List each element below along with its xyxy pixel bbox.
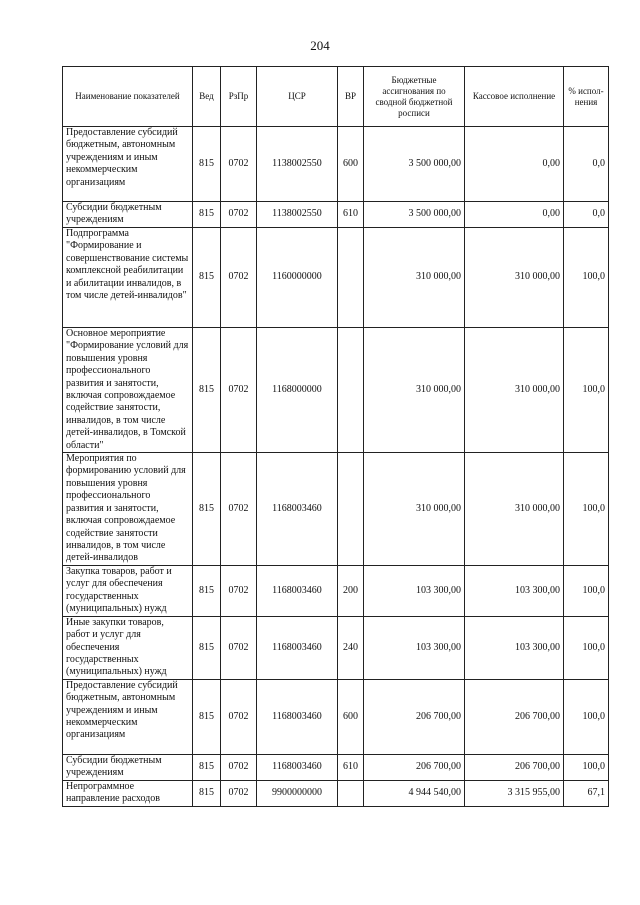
header-percent: % испол-нения	[564, 67, 609, 127]
cell-rzpr: 0702	[221, 616, 257, 679]
header-vr: ВР	[338, 67, 364, 127]
cell-ved: 815	[193, 328, 221, 453]
cell-rzpr: 0702	[221, 127, 257, 202]
cell-vr: 610	[338, 754, 364, 780]
cell-cash: 206 700,00	[465, 754, 564, 780]
cell-ved: 815	[193, 453, 221, 566]
cell-ved: 815	[193, 127, 221, 202]
cell-csr: 1168003460	[257, 566, 338, 617]
cell-vr	[338, 228, 364, 328]
cell-ved: 815	[193, 754, 221, 780]
cell-budget: 3 500 000,00	[364, 127, 465, 202]
cell-csr: 1168003460	[257, 616, 338, 679]
cell-cash: 310 000,00	[465, 328, 564, 453]
cell-percent: 100,0	[564, 679, 609, 754]
cell-percent: 0,0	[564, 127, 609, 202]
cell-budget: 206 700,00	[364, 754, 465, 780]
cell-vr: 600	[338, 127, 364, 202]
cell-rzpr: 0702	[221, 780, 257, 806]
cell-csr: 1138002550	[257, 127, 338, 202]
header-name: Наименование показателей	[63, 67, 193, 127]
table-row	[63, 754, 609, 780]
cell-csr: 1138002550	[257, 202, 338, 228]
cell-name: Закупка товаров, работ и услуг для обеспечения государственных (муниципальных) нужд	[63, 566, 193, 617]
header-cash: Кассовое исполнение	[465, 67, 564, 127]
cell-cash: 310 000,00	[465, 228, 564, 328]
cell-percent: 100,0	[564, 754, 609, 780]
cell-budget: 310 000,00	[364, 453, 465, 566]
cell-name: Субсидии бюджетным учреждениям	[63, 754, 193, 780]
cell-vr: 200	[338, 566, 364, 617]
table-row	[63, 566, 609, 617]
cell-cash: 310 000,00	[465, 453, 564, 566]
cell-percent: 100,0	[564, 228, 609, 328]
cell-budget: 206 700,00	[364, 679, 465, 754]
cell-budget: 3 500 000,00	[364, 202, 465, 228]
cell-csr: 9900000000	[257, 780, 338, 806]
cell-cash: 206 700,00	[465, 679, 564, 754]
header-rzpr: РзПр	[221, 67, 257, 127]
table-row	[63, 780, 609, 806]
cell-vr: 240	[338, 616, 364, 679]
cell-percent: 67,1	[564, 780, 609, 806]
cell-budget: 103 300,00	[364, 616, 465, 679]
cell-budget: 310 000,00	[364, 328, 465, 453]
cell-rzpr: 0702	[221, 679, 257, 754]
cell-rzpr: 0702	[221, 228, 257, 328]
cell-vr: 610	[338, 202, 364, 228]
table-row	[63, 228, 609, 328]
cell-vr	[338, 453, 364, 566]
cell-percent: 100,0	[564, 328, 609, 453]
cell-cash: 0,00	[465, 127, 564, 202]
page-number: 204	[310, 38, 330, 53]
cell-budget: 4 944 540,00	[364, 780, 465, 806]
table-row	[63, 127, 609, 202]
cell-rzpr: 0702	[221, 754, 257, 780]
cell-percent: 100,0	[564, 453, 609, 566]
cell-cash: 103 300,00	[465, 616, 564, 679]
table-row	[63, 328, 609, 453]
cell-budget: 103 300,00	[364, 566, 465, 617]
cell-ved: 815	[193, 566, 221, 617]
cell-csr: 1160000000	[257, 228, 338, 328]
cell-name: Основное мероприятие "Формирование условий для повышения уровня профессионального развития и занятости, включая сопровождаемое содействие занятости, инвалидов, в том числе детей-инвалидов, в Томской области"	[63, 328, 193, 453]
cell-name: Непрограммное направление расходов	[63, 780, 193, 806]
cell-percent: 0,0	[564, 202, 609, 228]
cell-ved: 815	[193, 202, 221, 228]
cell-vr	[338, 780, 364, 806]
cell-rzpr: 0702	[221, 453, 257, 566]
cell-cash: 0,00	[465, 202, 564, 228]
cell-csr: 1168003460	[257, 679, 338, 754]
cell-name: Мероприятия по формированию условий для повышения уровня профессионального развития и занятости, включая сопровождаемое содействие занятости инвалидов, в том числе детей-инвалидов	[63, 453, 193, 566]
cell-csr: 1168000000	[257, 328, 338, 453]
budget-table	[62, 66, 609, 807]
table-row	[63, 679, 609, 754]
cell-percent: 100,0	[564, 616, 609, 679]
cell-percent: 100,0	[564, 566, 609, 617]
cell-name: Иные закупки товаров, работ и услуг для обеспечения государственных (муниципальных) нужд	[63, 616, 193, 679]
cell-rzpr: 0702	[221, 566, 257, 617]
cell-name: Предоставление субсидий бюджетным, автономным учреждениям и иным некоммерческим организациям	[63, 679, 193, 754]
cell-cash: 103 300,00	[465, 566, 564, 617]
header-csr: ЦСР	[257, 67, 338, 127]
cell-cash: 3 315 955,00	[465, 780, 564, 806]
header-row	[63, 67, 609, 127]
cell-ved: 815	[193, 616, 221, 679]
cell-rzpr: 0702	[221, 202, 257, 228]
cell-name: Подпрограмма "Формирование и совершенствование системы комплексной реабилитации и абилитации инвалидов, в том числе детей-инвалидов"	[63, 228, 193, 328]
cell-ved: 815	[193, 679, 221, 754]
table-row	[63, 616, 609, 679]
cell-csr: 1168003460	[257, 754, 338, 780]
table-row	[63, 202, 609, 228]
cell-rzpr: 0702	[221, 328, 257, 453]
header-budget: Бюджетные ассигнования по сводной бюджетной росписи	[364, 67, 465, 127]
cell-budget: 310 000,00	[364, 228, 465, 328]
cell-ved: 815	[193, 780, 221, 806]
cell-ved: 815	[193, 228, 221, 328]
cell-name: Предоставление субсидий бюджетным, автономным учреждениям и иным некоммерческим организациям	[63, 127, 193, 202]
cell-vr	[338, 328, 364, 453]
cell-vr: 600	[338, 679, 364, 754]
table-row	[63, 453, 609, 566]
cell-name: Субсидии бюджетным учреждениям	[63, 202, 193, 228]
header-ved: Вед	[193, 67, 221, 127]
cell-csr: 1168003460	[257, 453, 338, 566]
